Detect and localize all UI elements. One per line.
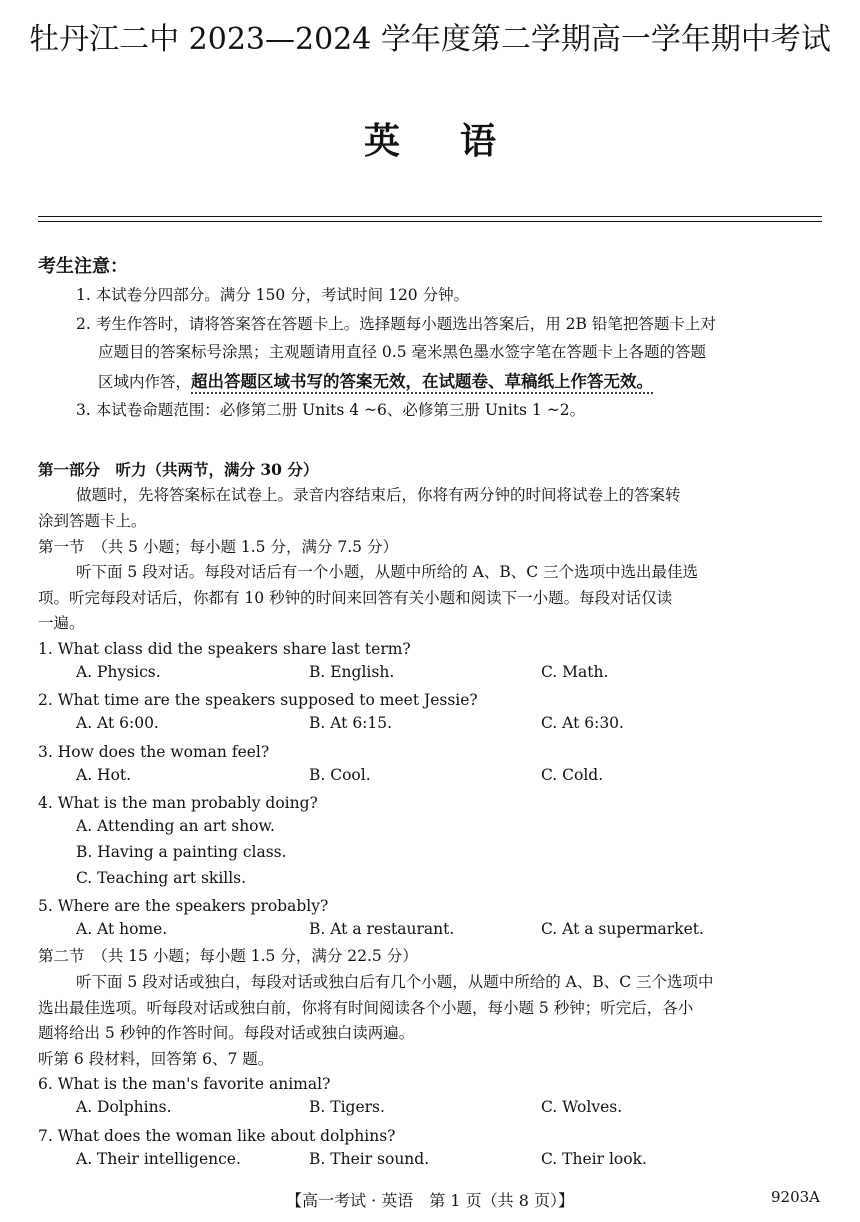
question-4-option-a: A. Attending an art show. [76,817,275,835]
exam-title: 牡丹江二中 2023—2024 学年度第二学期高一学年期中考试 [29,22,831,57]
question-7: 7. What does the woman like about dolphins? [38,1127,396,1145]
question-1-option-c: C. Math. [541,663,609,681]
question-2-option-c: C. At 6:30. [541,714,624,732]
section2-heading: 第二节 （共 15 小题；每小题 1.5 分，满分 22.5 分） [38,947,418,965]
part1-heading: 第一部分 听力（共两节，满分 30 分） [38,460,319,479]
question-6-option-a: A. Dolphins. [76,1098,172,1116]
question-1-option-b: B. English. [309,663,395,681]
question-7-option-a: A. Their intelligence. [76,1150,241,1168]
question-7-option-b: B. Their sound. [309,1150,430,1168]
question-7-option-c: C. Their look. [541,1150,647,1168]
question-1: 1. What class did the speakers share last term? [38,640,411,658]
section1-heading: 第一节 （共 5 小题；每小题 1.5 分，满分 7.5 分） [38,538,398,556]
question-4: 4. What is the man probably doing? [38,794,318,812]
question-6: 6. What is the man's favorite animal? [38,1075,331,1093]
question-5-option-a: A. At home. [76,920,168,938]
notice-item-2-line-2: 应题目的答案标号涂黑；主观题请用直径 0.5 毫米黑色墨水签字笔在答题卡上各题的答题 [98,343,707,361]
question-4-option-c: C. Teaching art skills. [76,869,247,887]
exam-code: 9203A [770,1188,820,1206]
question-5-option-c: C. At a supermarket. [541,920,704,938]
question-4-option-b: B. Having a painting class. [76,843,287,861]
question-3-option-a: A. Hot. [76,766,132,784]
notice-item-1: 1. 本试卷分四部分。满分 150 分，考试时间 120 分钟。 [76,286,470,304]
question-6-option-b: B. Tigers. [309,1098,385,1116]
material-6-instruction: 听第 6 段材料，回答第 6、7 题。 [38,1050,274,1068]
notice-item-2-line-3-start: 区域内作答， [98,373,192,391]
question-2-option-a: A. At 6:00. [76,714,159,732]
question-5: 5. Where are the speakers probably? [38,897,329,915]
part1-intro-line-1: 做题时，先将答案标在试卷上。录音内容结束后，你将有两分钟的时间将试卷上的答案转 [76,486,681,504]
part1-intro-line-2: 涂到答题卡上。 [38,512,147,530]
question-3-option-c: C. Cold. [541,766,604,784]
question-2: 2. What time are the speakers supposed to meet Jessie? [38,691,478,709]
page-footer: 【高一考试 · 英语 第 1 页（共 8 页）】 [286,1191,574,1210]
notice-item-2-line-1: 2. 考生作答时，请将答案答在答题卡上。选择题每小题选出答案后，用 2B 铅笔把答题卡上对 [76,315,716,333]
subject-title: 英语 [363,120,556,162]
header-divider-top [38,216,822,217]
notice-item-2-line-3 [98,369,653,395]
section1-line-2: 项。听完每段对话后，你都有 10 秒钟的时间来回答有关小题和阅读下一小题。每段对话仅读 [38,589,673,607]
question-3: 3. How does the woman feel? [38,743,270,761]
header-divider-bottom [38,221,822,222]
section2-line-1: 听下面 5 段对话或独白，每段对话或独白后有几个小题，从题中所给的 A、B、C 三个选项中 [76,973,714,991]
section2-line-2: 选出最佳选项。听每段对话或独白前，你将有时间阅读各个小题，每小题 5 秒钟；听完后，各小 [38,999,694,1017]
section1-line-1: 听下面 5 段对话。每段对话后有一个小题，从题中所给的 A、B、C 三个选项中选出最佳选 [76,563,699,581]
question-5-option-b: B. At a restaurant. [309,920,455,938]
notice-emphasis: 超出答题区域书写的答案无效，在试题卷、草稿纸上作答无效。 [191,372,654,391]
section2-line-3: 题将给出 5 秒钟的作答时间。每段对话或独白读两遍。 [38,1024,415,1042]
question-1-option-a: A. Physics. [76,663,161,681]
notice-heading: 考生注意： [38,256,128,277]
notice-item-3: 3. 本试卷命题范围：必修第二册 Units 4 ~6、必修第三册 Units 1 ~2。 [76,401,586,419]
question-6-option-c: C. Wolves. [541,1098,623,1116]
question-3-option-b: B. Cool. [309,766,371,784]
question-2-option-b: B. At 6:15. [309,714,393,732]
section1-line-3: 一遍。 [38,614,85,632]
